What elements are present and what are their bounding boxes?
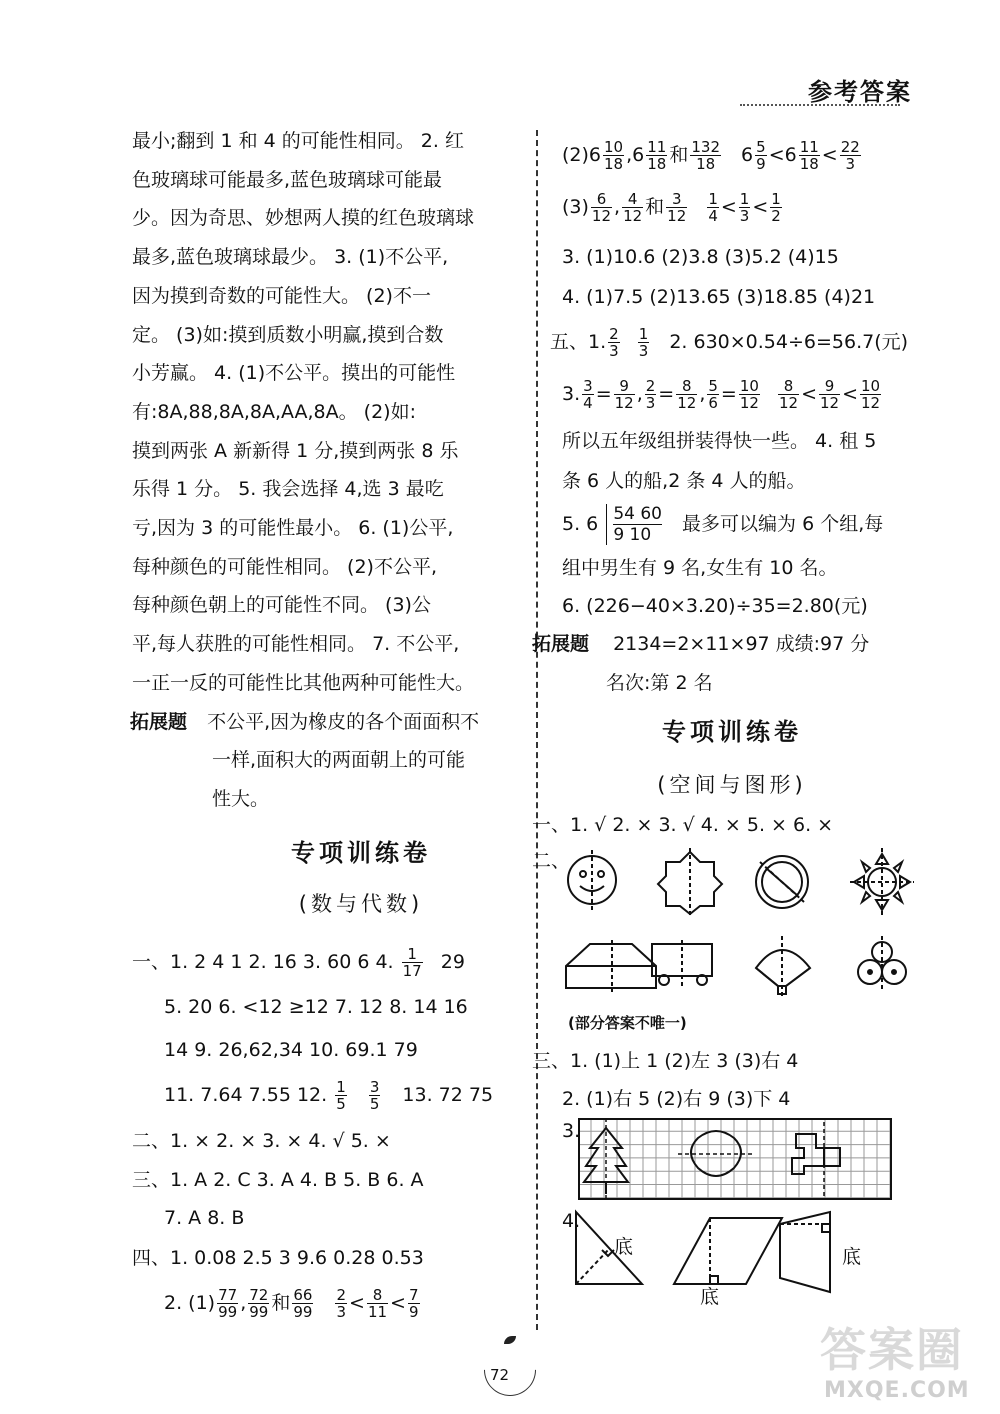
base-label: 底 [614, 1236, 634, 1258]
fraction: $\frac{3}{5}$ [369, 1077, 380, 1113]
text-line: 14 9. 26,62,34 10. 69.1 79 [164, 1038, 418, 1061]
base-label: 底 [842, 1246, 862, 1268]
text-line: 性大。 [212, 787, 270, 810]
extension-label: 拓展题 [130, 710, 188, 733]
q4-label: 4. [562, 1210, 581, 1232]
column-divider [536, 130, 538, 1330]
text-line: 亏,因为 3 的可能性最小。 6. (1)公平, [132, 517, 454, 540]
answer-text: 13. 72 75 [402, 1083, 494, 1106]
text-line: 最小;翻到 1 和 4 的可能性相同。 2. 红 [132, 130, 464, 152]
q2-label: 二、 [532, 850, 571, 872]
extension-text: 不公平,因为橡皮的各个面面积不 [207, 710, 480, 733]
watermark-logo: 答案圈 [820, 1323, 964, 1377]
text-line: 2. (1)右 5 (2)右 9 (3)下 4 [562, 1088, 791, 1110]
section-subtitle: (数与代数) [298, 891, 424, 916]
text-line: 定。 (3)如:摸到质数小明赢,摸到合数 [132, 323, 444, 346]
leaf-icon [504, 1336, 516, 1344]
answer-line: 2. (1) $\frac{77}{99}$ , $\frac{72}{99}$ 和 $\frac{66}{99}$ $\frac{2}{3}$ < $\frac{8}{11}$ < $\frac{7}{9}$ [164, 1285, 419, 1321]
short-division: $\frac{54 60}{9 10}$ [606, 504, 662, 545]
answer-line: (2)6 $\frac{10}{18}$ ,6 $\frac{11}{18}$ 和 $\frac{132}{18}$ 6 $\frac{5}{9}$ <6 $\frac{11}{18}$ < $\frac{22}{3}$ [562, 138, 860, 173]
text-line: 组中男生有 9 名,女生有 10 名。 [562, 557, 838, 579]
section-title: 专项训练卷 [662, 718, 802, 746]
extension-text: 2134=2×11×97 成绩:97 分 [613, 633, 870, 655]
answer-line: 五、1. $\frac{2}{3}$ $\frac{1}{3}$ 2. 630×0.54÷6=56.7(元) [550, 325, 909, 360]
text-line: 因为摸到奇数的可能性大。 (2)不一 [132, 284, 431, 307]
text-line: 一样,面积大的两面朝上的可能 [212, 749, 466, 772]
page-number-ornament [473, 1333, 547, 1407]
text-line: 小芳赢。 4. (1)不公平。摸出的可能性 [132, 362, 456, 385]
left-column [132, 122, 520, 1328]
note-text: (部分答案不唯一) [568, 1014, 687, 1032]
text-line: 有:8A,88,8A,8A,AA,8A。 (2)如: [132, 400, 416, 423]
text-line: 6. (226−40×3.20)÷35=2.80(元) [562, 595, 868, 617]
text-line: 平,每人获胜的可能性相同。 7. 不公平, [132, 633, 460, 656]
fraction: $\frac{2}{3}$ [336, 1285, 347, 1321]
section-title: 专项训练卷 [291, 838, 431, 867]
right-column [532, 132, 909, 845]
text-line: 每种颜色的可能性相同。 (2)不公平, [132, 555, 437, 578]
text-line: 3. (1)10.6 (2)3.8 (3)5.2 (4)15 [562, 246, 839, 268]
text-line: 一、1. √ 2. × 3. √ 4. × 5. × 6. × [532, 814, 834, 836]
page-number: 72 [490, 1366, 510, 1384]
base-label: 底 [700, 1286, 720, 1308]
answer-line: (3) $\frac{6}{12}$ , $\frac{4}{12}$ 和 $\frac{3}{12}$ $\frac{1}{4}$ < $\frac{1}{3}$ < $\frac{1}{2}$ [562, 190, 781, 225]
text-line: 三、1. (1)上 1 (2)左 3 (3)右 4 [532, 1050, 799, 1072]
text-line: 少。因为奇思、妙想两人摸的红色玻璃球 [132, 207, 475, 230]
fraction: $\frac{77}{99}$ [218, 1285, 238, 1321]
answer-text: 11. 7.64 7.55 12. [164, 1083, 328, 1106]
fraction: $\frac{66}{99}$ [293, 1285, 313, 1321]
text-line: 每种颜色朝上的可能性不同。 (3)公 [132, 594, 431, 617]
division-line: 5. 6 $\frac{54 60}{9 10}$ 最多可以编为 6 个组,每 [562, 504, 884, 545]
extension-question [532, 624, 902, 664]
answer-line [132, 1070, 520, 1120]
watermark-url: MXQE.COM [824, 1378, 970, 1403]
fraction: $\frac{1}{5}$ [336, 1077, 346, 1113]
extension-question [130, 703, 520, 742]
grid-figure [578, 1118, 894, 1202]
text-line: 7. A 8. B [164, 1206, 245, 1229]
header-title: 参考答案 [808, 78, 912, 106]
fraction: $\frac{1}{17}$ [402, 944, 422, 980]
answer-text: 一、1. 2 4 1 2. 16 3. 60 6 4. [132, 950, 394, 973]
header-divider [740, 104, 900, 106]
text-line: 条 6 人的船,2 条 4 人的船。 [562, 470, 806, 492]
text-line: 二、1. × 2. × 3. × 4. √ 5. × [132, 1129, 391, 1152]
text-line: 名次:第 2 名 [606, 672, 713, 694]
answer-text: 2. (1) [164, 1291, 216, 1314]
answer-line: 3. $\frac{3}{4}$ = $\frac{9}{12}$ , $\frac{2}{3}$ = $\frac{8}{12}$ , $\frac{5}{6}$ = $\frac{10}{12}$ $\frac{8}{12}$ < $\frac{9}{12}$ < $\frac{10}{12}$ [562, 377, 881, 412]
text-line: 最多,蓝色玻璃球最少。 3. (1)不公平, [132, 246, 449, 269]
text-line: 一正一反的可能性比其他两种可能性大。 [132, 671, 475, 694]
section-subtitle: (空间与图形) [657, 773, 807, 797]
answer-text: 29 [440, 950, 465, 973]
fraction: $\frac{7}{9}$ [408, 1285, 419, 1321]
symmetry-figures [560, 848, 920, 998]
extension-label: 拓展题 [532, 633, 590, 655]
fraction: $\frac{72}{99}$ [249, 1285, 269, 1321]
text-line: 5. 20 6. <12 ≥12 7. 12 8. 14 16 [164, 995, 468, 1018]
text-line: 四、1. 0.08 2.5 3 9.6 0.28 0.53 [132, 1246, 424, 1269]
answer-line [132, 940, 520, 984]
text-line: 三、1. A 2. C 3. A 4. B 5. B 6. A [132, 1168, 424, 1191]
text-line: 4. (1)7.5 (2)13.65 (3)18.85 (4)21 [562, 286, 876, 308]
text-line: 乐得 1 分。 5. 我会选择 4,选 3 最吃 [132, 478, 444, 501]
text-line: 色玻璃球可能最多,蓝色玻璃球可能最 [132, 168, 443, 191]
text-line: 摸到两张 A 新新得 1 分,摸到两张 8 乐 [132, 439, 459, 462]
q3-label: 3. [562, 1120, 581, 1142]
text-line: 所以五年级组拼装得快一些。 4. 租 5 [562, 430, 877, 452]
fraction: $\frac{8}{11}$ [367, 1285, 388, 1321]
